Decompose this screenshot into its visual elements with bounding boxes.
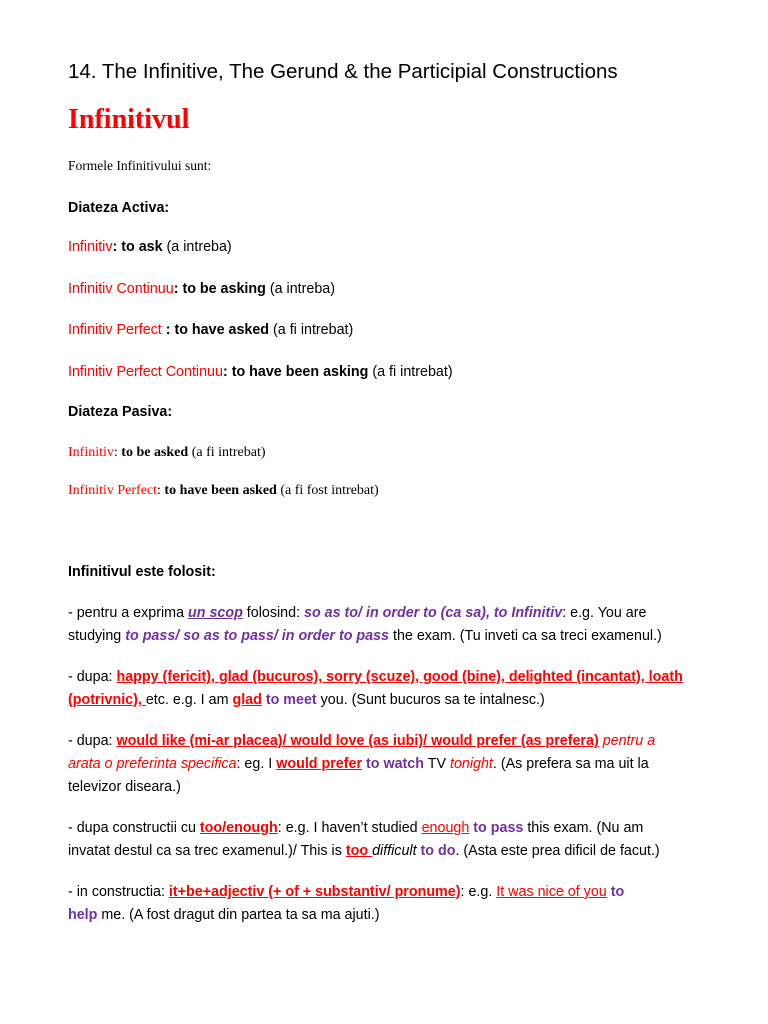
text-run: - pentru a exprima (68, 605, 188, 621)
active-heading: Diateza Activa: (68, 200, 170, 216)
section-title: Infinitivul (68, 104, 190, 135)
form-colon: : (112, 239, 122, 255)
text-run: the exam. (Tu inveti ca sa treci examenul.) (389, 628, 662, 644)
form-colon: : (222, 364, 232, 380)
text-run: : e.g. You are (562, 605, 647, 621)
use-4-line-2 (68, 843, 660, 859)
text-run: : eg. I (236, 756, 277, 772)
text-run: pentru a (598, 733, 656, 749)
example-highlight: enough (421, 820, 470, 836)
form-value: to be asked (121, 445, 189, 460)
form-value: to be asking (182, 281, 266, 297)
use-2-line-1 (68, 669, 683, 685)
text-run: televizor diseara.) (68, 779, 181, 795)
form-colon: : (157, 483, 165, 498)
form-translation: (a fi intrebat) (188, 445, 266, 460)
construction-highlight: so as to/ in order to (ca sa), to Infinitiv (304, 605, 563, 621)
active-row-continuu (68, 281, 335, 297)
text-run: - dupa constructii cu (68, 820, 200, 836)
example-highlight: to do (416, 843, 456, 859)
construction-highlight: too/enough (199, 820, 278, 836)
form-translation: (a fi intrebat) (368, 364, 453, 380)
example-highlight: tonight (449, 756, 493, 772)
example-highlight: to pass/ so as to pass/ in order to pass (125, 628, 390, 644)
use-3-line-1 (68, 733, 655, 749)
intro-text: Formele Infinitivului sunt: (68, 158, 212, 173)
example-highlight: to watch (362, 756, 424, 772)
use-1-line-2 (68, 628, 662, 644)
text-run: etc. e.g. I am (145, 692, 233, 708)
text-run: this exam. (Nu am (523, 820, 644, 836)
text-run: arata o preferinta specifica (68, 756, 237, 772)
form-label: Infinitiv Perfect (68, 322, 166, 338)
form-colon: : (173, 281, 183, 297)
use-2-line-2 (68, 692, 545, 708)
text-run: . (As prefera sa ma uit la (492, 756, 649, 772)
active-row-perfect-continuu (68, 364, 453, 380)
form-label: Infinitiv Continuu (68, 281, 174, 297)
form-colon: : (113, 445, 122, 460)
form-label: Infinitiv (68, 239, 113, 255)
adjective-list: (potrivnic), (68, 692, 146, 708)
uses-heading: Infinitivul este folosit: (68, 564, 216, 580)
text-run: - dupa: (68, 733, 117, 749)
form-translation: (a fi fost intrebat) (276, 483, 379, 498)
use-5-line-1 (68, 884, 624, 900)
form-value: to have been asking (231, 364, 369, 380)
form-value: to ask (121, 239, 163, 255)
text-run: : e.g. I haven’t studied (277, 820, 422, 836)
form-translation: (a fi intrebat) (269, 322, 354, 338)
form-value: to have been asked (164, 483, 277, 498)
text-run: . (Asta este prea dificil de facut.) (455, 843, 660, 859)
example-highlight: to (606, 884, 625, 900)
example-highlight: would prefer (276, 756, 363, 772)
form-label: Infinitiv Perfect Continuu (68, 364, 223, 380)
text-run: me. (A fost dragut din partea ta sa ma ajuti.) (97, 907, 380, 923)
example-highlight: glad (232, 692, 262, 708)
active-row-infinitiv (68, 239, 232, 255)
form-translation: (a intreba) (162, 239, 232, 255)
text-run: TV (424, 756, 450, 772)
passive-heading: Diateza Pasiva: (68, 404, 173, 420)
text-run: : e.g. (460, 884, 497, 900)
example-highlight: It was nice of you (496, 884, 607, 900)
text-run: - dupa: (68, 669, 117, 685)
passive-row-perfect (68, 483, 379, 499)
form-translation: (a intreba) (265, 281, 335, 297)
example-highlight: help (68, 907, 98, 923)
use-1-line-1 (68, 605, 646, 621)
text-run: invatat destul ca sa trec examenul.)/ This is (68, 843, 346, 859)
text-run: - in constructia: (68, 884, 169, 900)
use-4-line-1 (68, 820, 643, 836)
form-label: Infinitiv (68, 445, 114, 460)
purpose-highlight: un scop (188, 605, 243, 621)
passive-row-infinitiv (68, 445, 266, 461)
text-run: you. (Sunt bucuros sa te intalnesc.) (316, 692, 545, 708)
example-highlight: too (345, 843, 373, 859)
construction-highlight: it+be+adjectiv (+ of + substantiv/ pronume) (168, 884, 461, 900)
use-3-line-3 (68, 779, 181, 795)
active-row-perfect (68, 322, 353, 338)
verb-list: would like (mi-ar placea)/ would love (as iubi)/ would prefer (as prefera) (116, 733, 599, 749)
use-3-line-2 (68, 756, 649, 772)
adjective-list: happy (fericit), glad (bucuros), sorry (scuze), good (bine), delighted (incantat), loath (116, 669, 683, 685)
chapter-title: 14. The Infinitive, The Gerund & the Participial Constructions (68, 60, 618, 83)
text-run: difficult (372, 843, 417, 859)
text-run: studying (68, 628, 126, 644)
example-highlight: to pass (469, 820, 524, 836)
form-label: Infinitiv Perfect (68, 483, 158, 498)
form-colon: : (165, 322, 175, 338)
text-run: folosind: (242, 605, 305, 621)
form-value: to have asked (174, 322, 270, 338)
example-highlight: to meet (265, 692, 317, 708)
use-5-line-2 (68, 907, 380, 923)
